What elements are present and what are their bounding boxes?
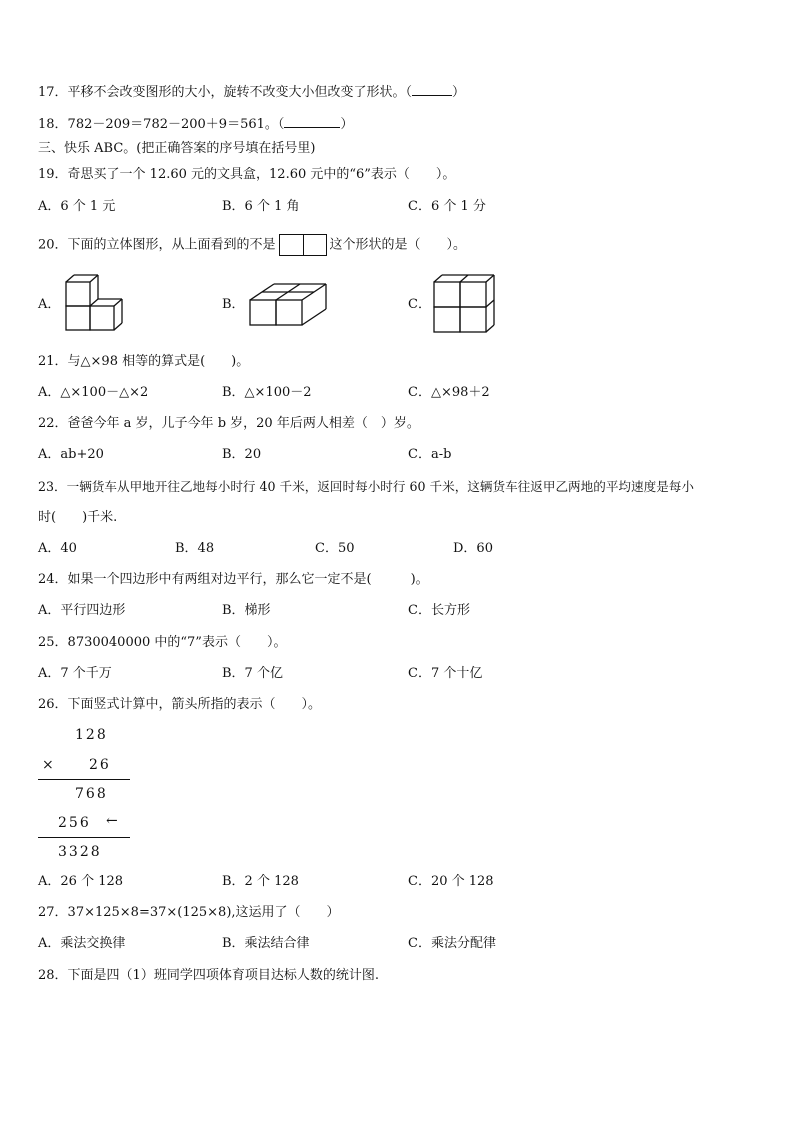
q24-option-b[interactable]: B．梯形 <box>222 603 271 618</box>
question-17-close: ） <box>452 85 466 100</box>
q23-option-a[interactable]: A．40 <box>38 541 77 556</box>
q27-option-b[interactable]: B．乘法结合律 <box>222 936 310 951</box>
question-19-text: 19．奇思买了一个 12.60 元的文具盒，12.60 元中的“6”表示（ ）。 <box>38 167 456 182</box>
question-26-text: 26．下面竖式计算中，箭头所指的表示（ ）。 <box>38 697 322 712</box>
q20-option-b[interactable]: B． <box>222 297 245 312</box>
question-23-line1: 23．一辆货车从甲地开往乙地每小时行 40 千米，返回时每小时行 60 千米，这辆货车往返甲乙两地的平均速度是每小 <box>38 479 694 494</box>
question-20-before: 20．下面的立体图形，从上面看到的不是 <box>38 237 276 253</box>
question-18-close: ） <box>340 117 354 132</box>
q26-option-b[interactable]: B．2 个 128 <box>222 874 299 889</box>
question-20 <box>38 234 466 256</box>
question-25-text: 25．8730040000 中的“7”表示（ ）。 <box>38 635 287 650</box>
calc-rule-1 <box>38 779 130 780</box>
arrow-icon: ← <box>106 813 120 829</box>
q25-option-c[interactable]: C．7 个十亿 <box>408 666 483 681</box>
q24-option-c[interactable]: C．长方形 <box>408 603 470 618</box>
q21-option-a[interactable]: A．△×100－△×2 <box>38 385 149 400</box>
q27-option-c[interactable]: C．乘法分配律 <box>408 936 496 951</box>
calc-partial-1: 768 <box>75 786 108 802</box>
question-18 <box>38 115 353 133</box>
q20-option-a[interactable]: A． <box>38 297 61 312</box>
answer-blank-18[interactable] <box>284 115 340 128</box>
question-17-text: 17．平移不会改变图形的大小，旋转不改变大小但改变了形状。（ <box>38 85 413 100</box>
q22-option-a[interactable]: A．ab+20 <box>38 447 104 462</box>
cube-figure-b <box>246 280 332 330</box>
calc-multiplicand: 128 <box>75 727 108 743</box>
q20-option-c[interactable]: C． <box>408 297 431 312</box>
q25-option-b[interactable]: B．7 个亿 <box>222 666 283 681</box>
q19-option-a[interactable]: A．6 个 1 元 <box>38 199 116 214</box>
question-22-text: 22．爸爸今年 a 岁，儿子今年 b 岁，20 年后两人相差（ ）岁。 <box>38 416 420 431</box>
q19-option-c[interactable]: C．6 个 1 分 <box>408 199 486 214</box>
q21-option-b[interactable]: B．△×100－2 <box>222 385 312 400</box>
q22-option-b[interactable]: B．20 <box>222 447 262 462</box>
q19-option-b[interactable]: B．6 个 1 角 <box>222 199 300 214</box>
question-24-text: 24．如果一个四边形中有两组对边平行，那么它一定不是( )。 <box>38 572 429 587</box>
q21-option-c[interactable]: C．△×98＋2 <box>408 385 490 400</box>
calc-multiplier: 26 <box>89 757 111 773</box>
cube-figure-c <box>430 272 500 336</box>
question-23-line2: 时( )千米. <box>38 510 118 525</box>
q26-option-c[interactable]: C．20 个 128 <box>408 874 494 889</box>
question-27-text: 27．37×125×8=37×(125×8),这运用了（ ） <box>38 905 340 920</box>
q23-option-c[interactable]: C．50 <box>315 541 355 556</box>
q27-option-a[interactable]: A．乘法交换律 <box>38 936 126 951</box>
q25-option-a[interactable]: A．7 个千万 <box>38 666 112 681</box>
q26-option-a[interactable]: A．26 个 128 <box>38 874 124 889</box>
calc-partial-2: 256 <box>58 815 91 831</box>
q22-option-c[interactable]: C．a-b <box>408 447 452 462</box>
q24-option-a[interactable]: A．平行四边形 <box>38 603 126 618</box>
question-17 <box>38 83 465 101</box>
q23-option-d[interactable]: D．60 <box>453 541 493 556</box>
question-18-text: 18．782－209＝782－200＋9＝561。（ <box>38 117 285 132</box>
calc-times-sign: × <box>42 757 56 773</box>
question-21-text: 21．与△×98 相等的算式是( )。 <box>38 354 250 369</box>
section-3-heading: 三、快乐 ABC。(把正确答案的序号填在括号里) <box>38 141 316 156</box>
q23-option-b[interactable]: B．48 <box>175 541 215 556</box>
calc-rule-2 <box>38 837 130 838</box>
question-20-after: 这个形状的是（ ）。 <box>329 237 467 253</box>
answer-blank-17[interactable] <box>412 83 452 96</box>
top-view-figure <box>279 234 327 256</box>
question-28-text: 28．下面是四（1）班同学四项体育项目达标人数的统计图. <box>38 968 379 983</box>
cube-figure-a <box>60 272 130 334</box>
calc-result: 3328 <box>58 844 102 860</box>
